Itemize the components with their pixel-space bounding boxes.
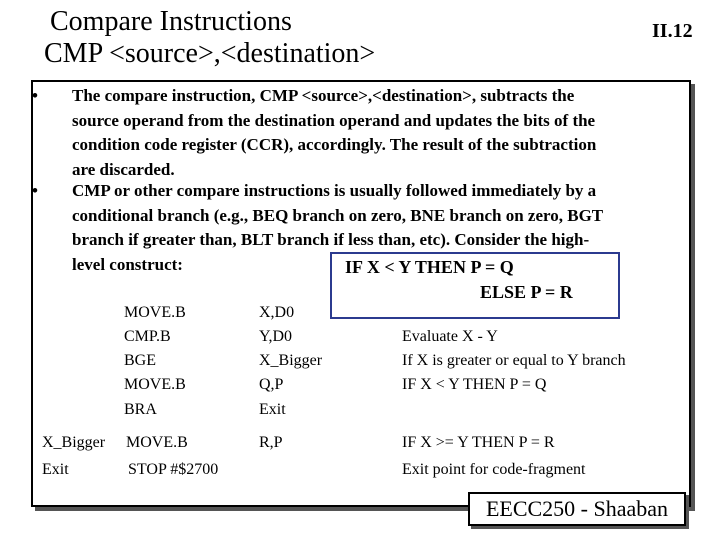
- bullet-line: The compare instruction, CMP <source>,<destination>, subtracts the: [72, 86, 575, 105]
- bullet-line: condition code register (CCR), accordingly. The result of the subtraction: [72, 135, 597, 154]
- bullet-symbol: •: [32, 181, 38, 200]
- code-operands: X,D0: [259, 304, 295, 321]
- code-op: MOVE.B: [126, 434, 188, 451]
- code-op: MOVE.B: [124, 376, 186, 393]
- slide-subtitle: CMP <source>,<destination>: [44, 38, 376, 69]
- code-op: BGE: [124, 352, 156, 369]
- code-op: STOP #$2700: [128, 461, 219, 478]
- bullet-line: branch if greater than, BLT branch if less than, etc). Consider the high-: [72, 230, 590, 249]
- code-operands: Q,P: [259, 376, 284, 393]
- bullet-line: level construct:: [72, 254, 183, 274]
- bullet-symbol: •: [32, 86, 38, 105]
- code-operands: R,P: [259, 434, 283, 451]
- slide-title: Compare Instructions: [50, 6, 292, 37]
- construct-else-line: ELSE P = R: [480, 282, 573, 302]
- footer-course-label: EECC250 - Shaaban: [468, 492, 686, 526]
- code-op: MOVE.B: [124, 304, 186, 321]
- code-label: X_Bigger: [42, 434, 106, 451]
- code-comment: IF X < Y THEN P = Q: [402, 376, 547, 393]
- slide-number: II.12: [652, 20, 693, 42]
- bullet-line: source operand from the destination operand and updates the bits of the: [72, 110, 596, 130]
- code-operands: X_Bigger: [259, 352, 323, 369]
- code-operands: Y,D0: [259, 328, 293, 345]
- code-comment: IF X >= Y THEN P = R: [402, 434, 555, 451]
- code-operands: Exit: [259, 401, 286, 418]
- code-comment: Evaluate X - Y: [402, 328, 498, 345]
- code-comment: Exit point for code-fragment: [402, 461, 586, 478]
- bullet-line: conditional branch (e.g., BEQ branch on zero, BNE branch on zero, BGT: [72, 205, 604, 225]
- code-op: BRA: [124, 401, 157, 418]
- bullet-line: CMP or other compare instructions is usually followed immediately by a: [72, 181, 597, 200]
- code-op: CMP.B: [124, 328, 171, 345]
- construct-if-line: IF X < Y THEN P = Q: [345, 257, 514, 277]
- code-label: Exit: [42, 461, 69, 478]
- code-comment: If X is greater or equal to Y branch: [402, 352, 626, 369]
- bullet-line: are discarded.: [72, 159, 175, 179]
